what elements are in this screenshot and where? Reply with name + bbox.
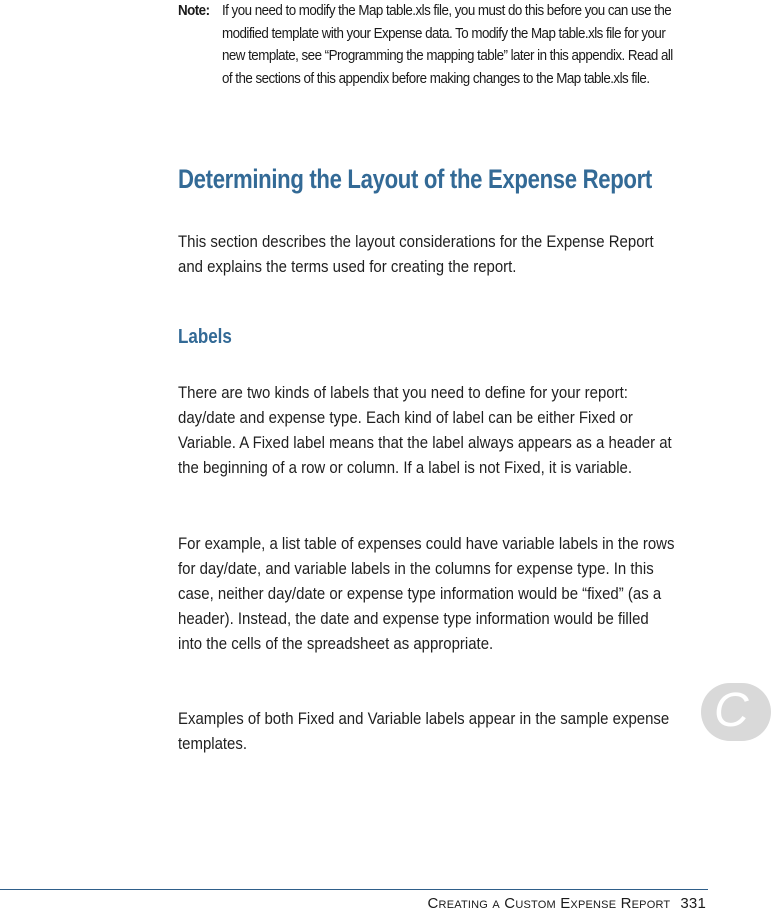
note-block [178, 0, 673, 90]
footer-rule [0, 889, 708, 890]
appendix-tab-letter: C [714, 684, 749, 737]
running-title: Creating a Custom Expense Report [427, 895, 671, 912]
note-label: Note: [178, 2, 210, 19]
labels-paragraph-1: There are two kinds of labels that you need to define for your report: day/date and expense type. Each kind of label can be either Fixed or Variable. A Fixed label means that the label always appears as a header at the beginning of a row or column. If a label is not Fixed, it is variable. [178, 383, 672, 477]
section-intro: This section describes the layout considerations for the Expense Report and explains the terms used for creating the report. [178, 232, 654, 276]
note-text: If you need to modify the Map table.xls file, you must do this before you can use the modified template with your Expense data. To modify the Map table.xls file for your new template, see “Programming the mapping table” later in this appendix. Read all of the sections of this appendix before making changes to the Map table.xls file. [222, 2, 673, 87]
page-footer [428, 895, 706, 912]
labels-heading: Labels [178, 326, 232, 348]
page-number: 331 [680, 895, 706, 912]
section-heading: Determining the Layout of the Expense Report [178, 164, 652, 194]
labels-paragraph-2: For example, a list table of expenses could have variable labels in the rows for day/date, and variable labels in the columns for expense type. In this case, neither day/date or expense type information would be “fixed” (as a header). Instead, the date and expense type information would be filled into the cells of the spreadsheet as appropriate. [178, 534, 675, 653]
labels-paragraph-3: Examples of both Fixed and Variable labels appear in the sample expense templates. [178, 709, 670, 753]
